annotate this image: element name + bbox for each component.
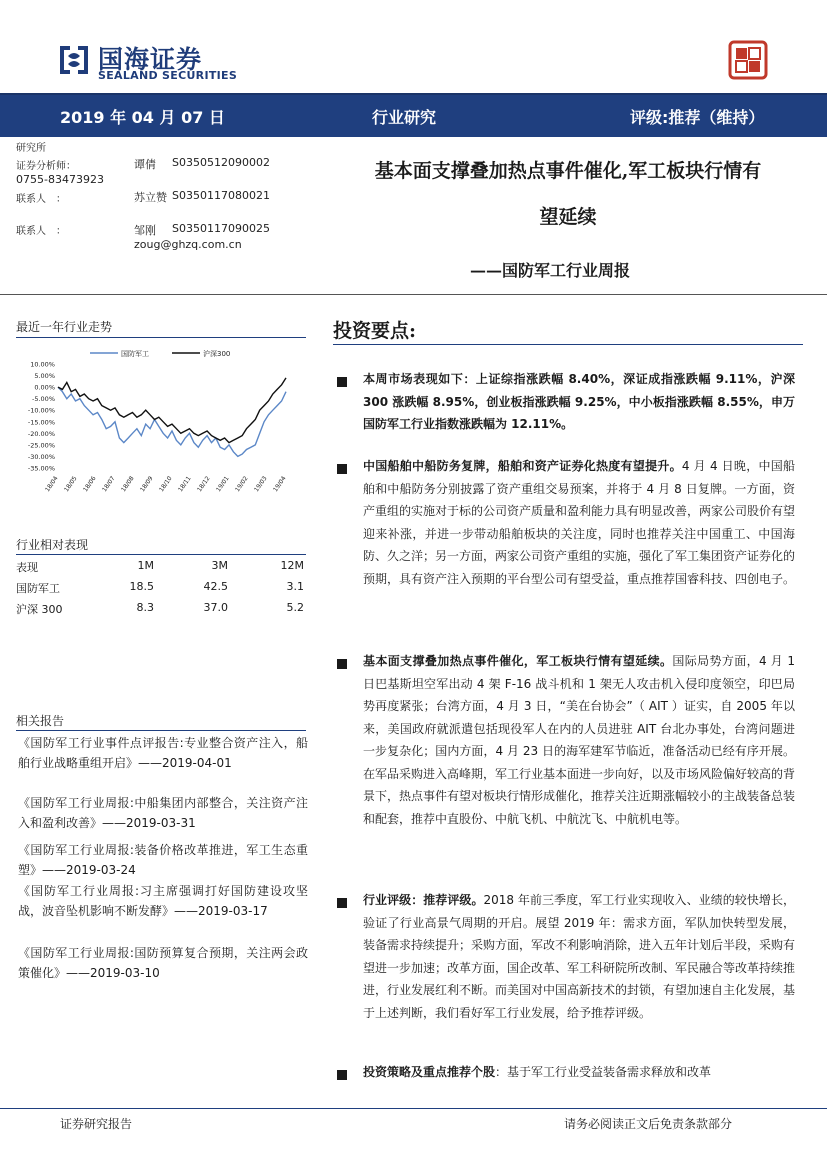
company-name-cn: 国海证券 <box>98 45 203 74</box>
x-tick-label: 18/07 <box>100 475 117 494</box>
y-tick-label: 10.00% <box>30 360 55 369</box>
trend-title-rule <box>16 337 306 338</box>
para-fundamentals-lead: 基本面支撑叠加热点事件催化，军工板块行情有望延续。 <box>363 654 673 668</box>
report-subtitle: ——国防军工行业周报 <box>470 261 631 280</box>
analyst-name-2: 苏立赞 <box>134 191 167 204</box>
y-tick-label: -15.00% <box>27 418 55 427</box>
sealand-logo-icon <box>56 40 92 80</box>
performance-title: 行业相对表现 <box>16 538 89 552</box>
analyst-phone-1: 0755-83473923 <box>16 173 104 186</box>
analyst-id-1: S0350512090002 <box>172 156 270 169</box>
analyst-role-3: 联系人 ： <box>16 226 66 237</box>
performance-header-row <box>16 559 306 579</box>
x-tick-label: 19/02 <box>233 475 250 494</box>
report-date: 2019 年 04 月 07 日 <box>60 108 225 127</box>
perf-header-3m: 3M <box>211 559 228 572</box>
bullet-icon <box>337 898 347 908</box>
perf-row-name: 国防军工 <box>16 582 60 595</box>
report-type: 行业研究 <box>372 108 437 127</box>
perf-header-12m: 12M <box>280 559 304 572</box>
legend-label-defense: 国防军工 <box>121 350 149 358</box>
series-line-hs300 <box>58 378 286 443</box>
company-name-en: SEALAND SECURITIES <box>98 69 238 82</box>
x-tick-label: 19/01 <box>214 475 231 494</box>
trend-chart <box>14 344 308 504</box>
x-tick-label: 19/03 <box>252 475 269 494</box>
para-shipbuilding <box>363 455 795 590</box>
table-row <box>16 601 306 621</box>
related-report-1[interactable]: 《国防军工行业事件点评报告:专业整合资产注入，船舶行业战略重组开启》——2019-04-01 <box>18 736 308 770</box>
bullet-icon <box>337 659 347 669</box>
table-row <box>16 580 306 600</box>
related-title-rule <box>16 730 306 731</box>
y-tick-label: 0.00% <box>34 383 55 392</box>
analyst-role-2: 联系人 ： <box>16 194 66 205</box>
analyst-id-3: S0350117090025 <box>172 222 270 235</box>
perf-header-label: 表现 <box>16 561 38 574</box>
dept-label: 研究所 <box>16 143 46 154</box>
perf-cell-1m: 8.3 <box>136 601 154 614</box>
y-tick-label: -25.00% <box>27 441 55 450</box>
series-line-defense <box>58 387 286 456</box>
para-strategy-lead: 投资策略及重点推荐个股 <box>363 1065 496 1079</box>
y-tick-label: -20.00% <box>27 429 55 438</box>
related-report-2[interactable]: 《国防军工行业周报:中船集团内部整合，关注资产注入和盈利改善》——2019-03-31 <box>18 796 308 830</box>
perf-row-name: 沪深 300 <box>16 603 63 616</box>
y-tick-label: -5.00% <box>32 395 55 404</box>
para-market: 本周市场表现如下：上证综指涨跌幅 8.40%，深证成指涨跌幅 9.11%，沪深 300 涨跌幅 8.95%，创业板指涨跌幅 9.25%，中小板指涨跌幅 8.55%，申万国防军工行业指数涨跌幅为 12.11%。 <box>363 372 795 431</box>
report-title-line2: 望延续 <box>539 206 597 228</box>
x-tick-label: 18/05 <box>62 475 79 494</box>
related-reports-title: 相关报告 <box>16 714 65 728</box>
para-shipbuilding-lead: 中国船舶中船防务复牌，船舶和资产证券化热度有望提升。 <box>363 459 682 473</box>
footer-right: 请务必阅读正文后免责条款部分 <box>564 1117 733 1131</box>
analyst-name-3: 邹刚 <box>134 224 156 237</box>
performance-title-rule <box>16 554 306 555</box>
report-rating: 评级:推荐（维持） <box>630 108 765 127</box>
para-fundamentals-body: 国际局势方面，4 月 1 日巴基斯坦空军出动 4 架 F-16 战斗机和 1 架无人攻击机入侵印度领空，印巴局势再度紧张；台湾方面，4 月 3 日，“美在台协会”（ AIT ）证实，自 2005 年以来，美国政府就派遣包括现役军人在内的人员进驻 AIT 台北办事处，台湾问题进一步复杂化；国内方面，4 月 23 日的海军建军节临近，准备活动已经有序开展。在军品采购进入高峰期，军工行业基本面进一步向好，以及市场风险偏好较高的背景下，热点事件有望对板块行情形成催化，推荐关注近期涨幅较小的主战装备总装和配套，推荐中直股份、中航飞机、中航沈飞、中航机电等。 <box>363 654 796 826</box>
y-tick-label: -35.00% <box>27 464 55 473</box>
bullet-icon <box>337 464 347 474</box>
research-seal-icon <box>728 40 768 80</box>
x-tick-label: 18/08 <box>119 475 136 494</box>
perf-cell-3m: 42.5 <box>203 580 228 593</box>
x-tick-label: 18/06 <box>81 475 98 494</box>
para-rating-lead: 行业评级：推荐评级。 <box>363 893 484 907</box>
bullet-icon <box>337 1070 347 1080</box>
related-report-5[interactable]: 《国防军工行业周报:国防预算复合预期，关注两会政策催化》——2019-03-10 <box>18 946 308 980</box>
highlights-rule <box>333 344 803 345</box>
y-tick-label: -30.00% <box>27 452 55 461</box>
x-tick-label: 18/10 <box>157 475 174 494</box>
footer-left: 证券研究报告 <box>60 1117 133 1131</box>
x-tick-label: 18/09 <box>138 475 155 494</box>
para-strategy <box>363 1061 795 1084</box>
perf-cell-12m: 5.2 <box>286 601 304 614</box>
x-tick-label: 18/12 <box>195 475 212 494</box>
y-tick-label: -10.00% <box>27 406 55 415</box>
company-logo <box>56 38 276 86</box>
x-tick-label: 18/11 <box>176 475 193 494</box>
para-rating-body: 2018 年前三季度，军工行业实现收入、业绩的较快增长，验证了行业高景气周期的开启。展望 2019 年：需求方面，军队加快转型发展，装备需求持续提升；采购方面，军改不利影响消除，进入五年计划后半段，采购有望进一步加速；改革方面，国企改革、军工科研院所改制、军民融合等改革持续推进，行业发展红利不断。而美国对中国高新技术的封锁，有望加速自主化发展，基于上述判断，我们看好军工行业发展，给予推荐评级。 <box>363 893 796 1020</box>
trend-section-title: 最近一年行业走势 <box>16 320 113 334</box>
legend-label-hs300: 沪深300 <box>203 350 231 358</box>
analyst-email-3: zoug@ghzq.com.cn <box>134 238 242 251</box>
header-divider <box>0 294 827 295</box>
footer-rule <box>0 1108 827 1109</box>
x-tick-label: 19/04 <box>271 475 288 494</box>
analyst-name-1: 谭倩 <box>134 158 156 171</box>
para-strategy-body: ：基于军工行业受益装备需求释放和改革 <box>495 1065 712 1079</box>
perf-header-1m: 1M <box>137 559 154 572</box>
perf-cell-12m: 3.1 <box>286 580 304 593</box>
analyst-role-1: 证券分析师： <box>16 161 76 172</box>
para-rating <box>363 889 795 1024</box>
bullet-icon <box>337 377 347 387</box>
related-report-3[interactable]: 《国防军工行业周报:装备价格改革推进，军工生态重塑》——2019-03-24 <box>18 843 308 877</box>
analyst-id-2: S0350117080021 <box>172 189 270 202</box>
para-fundamentals <box>363 650 795 830</box>
y-tick-label: 5.00% <box>34 372 55 381</box>
perf-cell-3m: 37.0 <box>203 601 228 614</box>
perf-cell-1m: 18.5 <box>129 580 154 593</box>
related-report-4[interactable]: 《国防军工行业周报:习主席强调打好国防建设攻坚战，波音坠机影响不断发酵》——2019-03-17 <box>18 884 308 918</box>
report-title-line1: 基本面支撑叠加热点事件催化,军工板块行情有 <box>374 160 762 182</box>
header-bar <box>0 93 827 137</box>
x-tick-label: 18/04 <box>43 475 60 494</box>
investment-highlights-heading: 投资要点: <box>333 320 417 342</box>
para-shipbuilding-body: 4 月 4 日晚，中国船舶和中船防务分别披露了资产重组交易预案，并将于 4 月 8 日复牌。一方面，资产重组的实施对于标的公司资产质量和盈利能力具有明显改善，两家公司股价有望迎来补涨，并进一步带动船舶板块的关注度，同时也推荐关注中国重工、中国海防、久之洋；另一方面，两家公司资产重组的实施，强化了军工集团资产证券化的预期，具有资产注入预期的平台型公司有望受益，重点推荐国睿科技、四创电子。 <box>363 459 796 586</box>
